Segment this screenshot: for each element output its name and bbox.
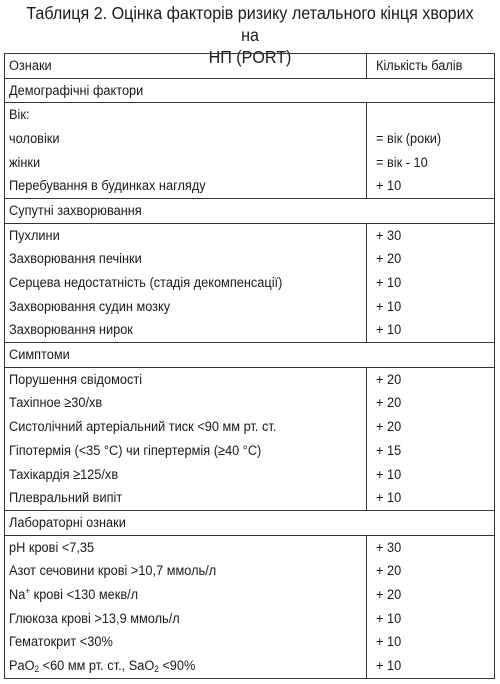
- table-row: [5, 439, 494, 463]
- row-score: + 10: [376, 466, 402, 483]
- row-score: = вік - 10: [376, 154, 428, 171]
- table-row: [5, 486, 494, 510]
- row-label: PaO$_2$ <60 мм рт. ст., SaO$_2$ <90%: [9, 658, 196, 675]
- table-row: [5, 463, 494, 487]
- row-label: Na+ крові <130 мекв/л: [9, 586, 139, 604]
- table-header: [4, 53, 495, 79]
- row-score: + 15: [376, 442, 402, 459]
- table-title-line-1: Таблиця 2. Оцінка факторів ризику летального кінця хворих на: [26, 3, 474, 45]
- section-header: [4, 343, 495, 368]
- row-label: Вік:: [9, 107, 30, 124]
- row-score: + 30: [376, 539, 402, 556]
- row-score: + 10: [376, 610, 402, 627]
- table-row: [5, 295, 494, 319]
- section-header: [4, 511, 495, 536]
- header-col-score: Кількість балів: [376, 57, 463, 74]
- row-label: Тахікардія ≥125/хв: [9, 466, 119, 483]
- table-row: [5, 224, 494, 248]
- row-label: жінки: [9, 154, 41, 171]
- row-score: + 20: [376, 395, 402, 412]
- row-score: + 10: [376, 322, 402, 339]
- row-label: Тахіпное ≥30/хв: [9, 395, 103, 412]
- row-label: Порушення свідомості: [9, 371, 143, 388]
- section-title: Лабораторні ознаки: [9, 514, 126, 531]
- table-row: [5, 607, 494, 631]
- row-label: чоловіки: [9, 130, 60, 147]
- row-score: + 10: [376, 658, 402, 675]
- row-label: Перебування в будинках нагляду: [9, 178, 206, 195]
- scoring-table: [4, 53, 495, 679]
- table-row: [5, 368, 494, 392]
- table-row: [5, 271, 494, 295]
- table-row: [5, 151, 494, 175]
- section-rows: [4, 224, 495, 343]
- row-label: Гематокрит <30%: [9, 634, 113, 651]
- header-col-signs: Ознаки: [9, 57, 52, 74]
- row-label: Захворювання нирок: [9, 322, 133, 339]
- row-label: Серцева недостатність (стадія декомпенсації): [9, 275, 283, 292]
- row-score: + 10: [376, 178, 402, 195]
- row-score: + 10: [376, 298, 402, 315]
- row-score: + 20: [376, 419, 402, 436]
- row-label: Пухлини: [9, 227, 60, 244]
- row-label: Глюкоза крові >13,9 ммоль/л: [9, 610, 180, 627]
- row-score: + 10: [376, 490, 402, 507]
- row-label: Плевральний випіт: [9, 490, 123, 507]
- table-row: [5, 559, 494, 583]
- table-row: [5, 174, 494, 198]
- row-score: + 10: [376, 275, 402, 292]
- row-score: = вік (роки): [376, 130, 442, 147]
- section-rows: [4, 368, 495, 511]
- section-title: Супутні захворювання: [9, 202, 142, 219]
- row-score: + 10: [376, 634, 402, 651]
- table-row: [5, 583, 494, 607]
- section-title: Демографічні фактори: [9, 82, 144, 99]
- row-score: + 20: [376, 251, 402, 268]
- row-score: + 20: [376, 586, 402, 603]
- row-label: Захворювання печінки: [9, 251, 142, 268]
- row-score: + 20: [376, 371, 402, 388]
- table-row: [5, 536, 494, 560]
- table-row: [5, 415, 494, 439]
- row-label: рН крові <7,35: [9, 539, 95, 556]
- table-row: [5, 392, 494, 416]
- row-label: Гіпотермія (<35 °С) чи гіпертермія (≥40 °С): [9, 442, 262, 459]
- row-score: + 30: [376, 227, 402, 244]
- row-label: Систолічний артеріальний тиск <90 мм рт. ст.: [9, 419, 277, 436]
- table-row: [5, 631, 494, 655]
- table-title-line-2: НП (PORT): [208, 47, 292, 67]
- section-title: Симптоми: [9, 347, 70, 364]
- section-header: [4, 79, 495, 104]
- table-row: [5, 654, 494, 678]
- section-rows: [4, 536, 495, 679]
- table-row: [5, 248, 494, 272]
- section-header: [4, 199, 495, 224]
- row-label: Азот сечовини крові >10,7 ммоль/л: [9, 563, 217, 580]
- table-row: [5, 127, 494, 151]
- section-rows: [4, 103, 495, 199]
- row-label: Захворювання судин мозку: [9, 298, 171, 315]
- row-score: + 20: [376, 563, 402, 580]
- table-row: [5, 319, 494, 343]
- table-row: [5, 103, 494, 127]
